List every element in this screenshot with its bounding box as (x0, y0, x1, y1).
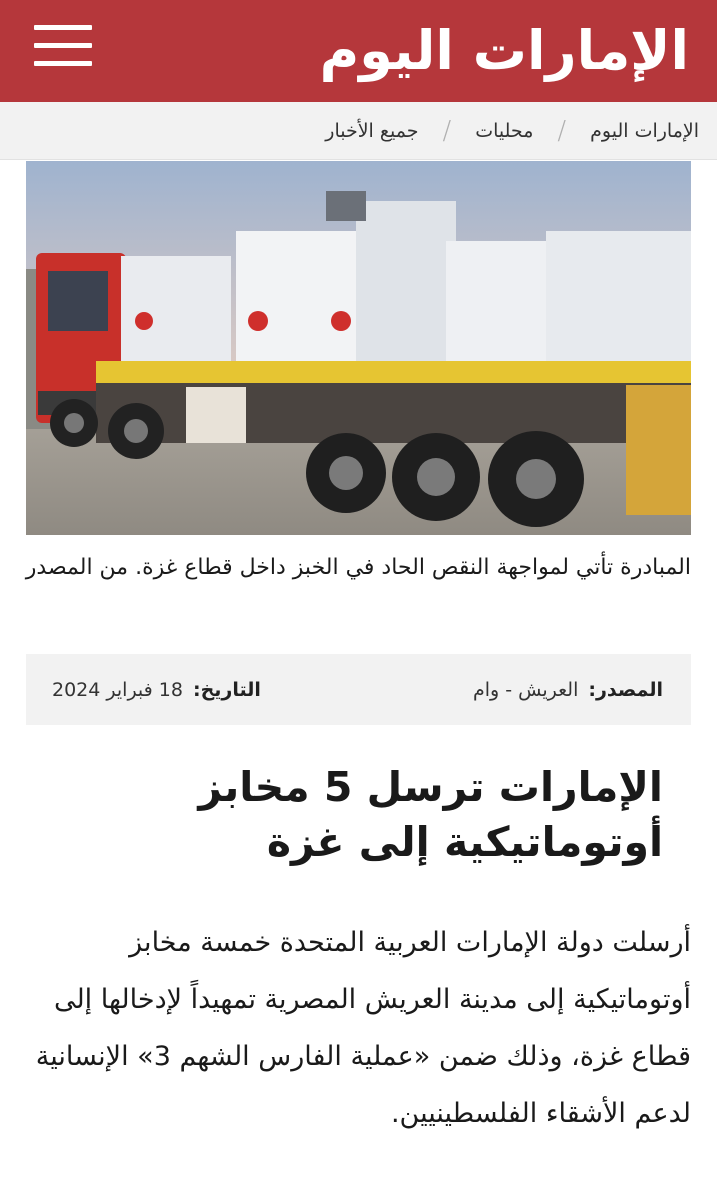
hamburger-menu-icon[interactable] (34, 25, 92, 67)
truck-with-bakeries-photo (26, 161, 691, 535)
site-logo[interactable]: الإمارات اليوم (319, 19, 689, 82)
breadcrumb-all-news[interactable]: جميع الأخبار (325, 120, 419, 142)
source-label: المصدر: (588, 678, 663, 701)
article-image (26, 161, 691, 535)
breadcrumb-separator: / (557, 116, 567, 146)
article-body: أرسلت دولة الإمارات العربية المتحدة خمسة مخابز أوتوماتيكية إلى مدينة العريش المصرية تمهيداً لإدخالها إلى قطاع غزة، وذلك ضمن «عملية الفارس الشهم 3» الإنسانية لدعم الأشقاء الفلسطينيين. (35, 927, 691, 1129)
image-caption: المبادرة تأتي لمواجهة النقص الحاد في الخبز داخل قطاع غزة. من المصدر (25, 555, 691, 580)
date-value: 18 فبراير 2024 (52, 678, 183, 701)
article-meta (26, 654, 691, 725)
site-header (0, 0, 717, 102)
source-value: العريش - وام (472, 678, 579, 701)
article-headline: الإمارات ترسل 5 مخابز أوتوماتيكية إلى غزة (198, 763, 663, 866)
breadcrumb-home[interactable]: الإمارات اليوم (590, 120, 699, 142)
breadcrumb (0, 102, 717, 160)
date-info (52, 679, 261, 701)
breadcrumb-section[interactable]: محليات (475, 120, 534, 142)
source-info (473, 679, 663, 701)
breadcrumb-separator: / (442, 116, 452, 146)
date-label: التاريخ: (192, 678, 261, 701)
